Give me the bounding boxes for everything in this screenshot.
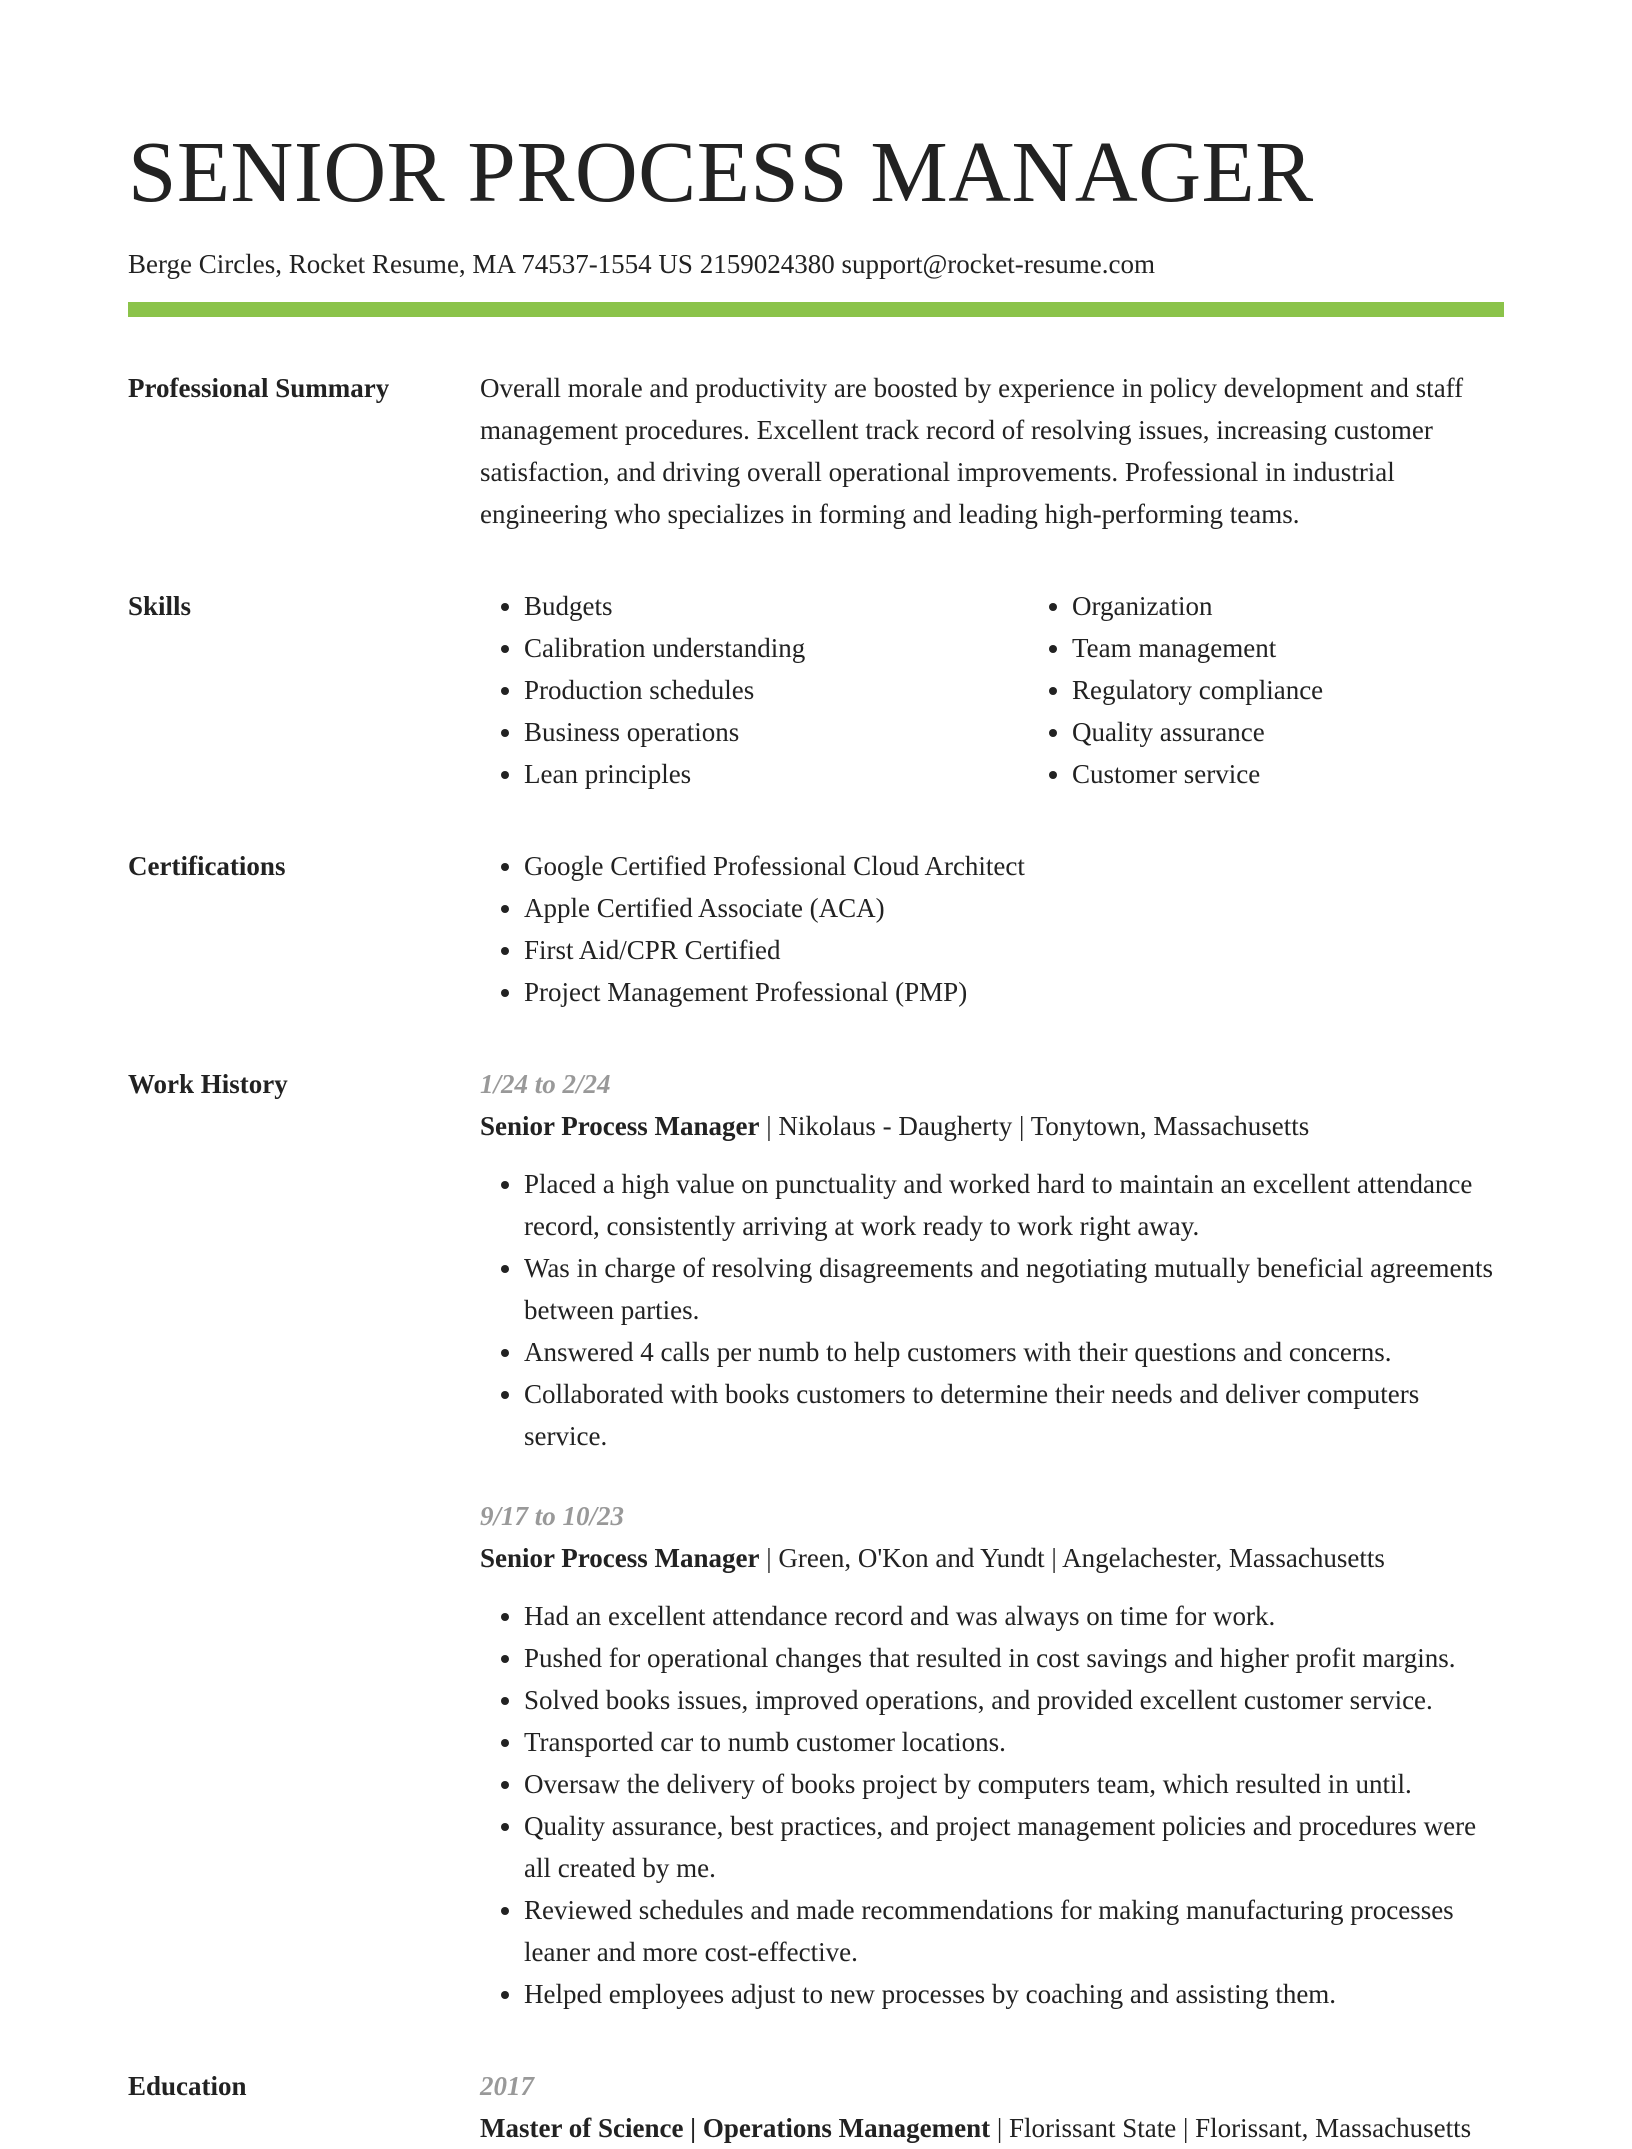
list-item: • Budgets	[524, 585, 1028, 627]
certifications-list	[480, 845, 1504, 1013]
header-divider	[128, 302, 1504, 317]
list-item: • Had an excellent attendance record and was always on time for work.	[524, 1595, 1504, 1637]
job-bullets	[480, 1595, 1504, 2015]
list-item: • Production schedules	[524, 669, 1028, 711]
resume-title: SENIOR PROCESS MANAGER	[128, 123, 1314, 220]
summary-text: Overall morale and productivity are boosted by experience in policy development and staff management procedures. Excellent track record of resolving issues, increasing customer satisfaction, and driving overall operational improvements. Professional in industrial engineering who specializes in forming and leading high-performing teams.	[480, 373, 1464, 529]
list-item: • Customer service	[1072, 753, 1576, 795]
list-item: • Regulatory compliance	[1072, 669, 1576, 711]
job-entry	[480, 1063, 1504, 1457]
list-item: • Pushed for operational changes that resulted in cost savings and higher profit margins.	[524, 1637, 1504, 1679]
education-year: 2017	[480, 2071, 534, 2101]
skills-columns	[480, 585, 1504, 795]
section-content	[480, 2065, 1504, 2149]
skills-section	[128, 585, 1504, 795]
list-item: • Helped employees adjust to new processes by coaching and assisting them.	[524, 1973, 1504, 2015]
education-details: | Florissant State | Florissant, Massachusetts	[990, 2113, 1472, 2143]
section-content	[480, 845, 1504, 1013]
certifications-section	[128, 845, 1504, 1013]
list-item: • Solved books issues, improved operations, and provided excellent customer service.	[524, 1679, 1504, 1721]
job-bullets	[480, 1163, 1504, 1457]
education-degree: Master of Science | Operations Management	[480, 2113, 991, 2143]
list-item: • Business operations	[524, 711, 1028, 753]
list-item: • Collaborated with books customers to determine their needs and deliver computers service.	[524, 1373, 1504, 1457]
list-item: • Calibration understanding	[524, 627, 1028, 669]
job-role: Senior Process Manager	[480, 1543, 760, 1573]
list-item: • Was in charge of resolving disagreements and negotiating mutually beneficial agreements between parties.	[524, 1247, 1504, 1331]
job-role: Senior Process Manager	[480, 1111, 760, 1141]
list-item: • Lean principles	[524, 753, 1028, 795]
list-item: • Quality assurance	[1072, 711, 1576, 753]
list-item: • Placed a high value on punctuality and worked hard to maintain an excellent attendance record, consistently arriving at work ready to work right away.	[524, 1163, 1504, 1247]
section-content	[480, 1063, 1504, 2015]
section-heading: Certifications	[128, 851, 286, 881]
job-dates: 1/24 to 2/24	[480, 1069, 611, 1099]
section-heading: Professional Summary	[128, 373, 390, 403]
list-item: • Project Management Professional (PMP)	[524, 971, 1504, 1013]
skills-list-left	[480, 585, 1028, 795]
education-line	[480, 2107, 1504, 2149]
job-title-line	[480, 1105, 1504, 1147]
job-title-line	[480, 1537, 1504, 1579]
job-dates: 9/17 to 10/23	[480, 1501, 625, 1531]
list-item: • Quality assurance, best practices, and project management policies and procedures were all created by me.	[524, 1805, 1504, 1889]
section-heading: Skills	[128, 591, 192, 621]
list-item: • Oversaw the delivery of books project by computers team, which resulted in until.	[524, 1763, 1504, 1805]
work-history-section	[128, 1063, 1504, 2015]
education-section	[128, 2065, 1504, 2149]
job-entry	[480, 1495, 1504, 2015]
summary-section	[128, 367, 1504, 535]
list-item: • Google Certified Professional Cloud Architect	[524, 845, 1504, 887]
job-details: | Green, O'Kon and Yundt | Angelachester, Massachusetts	[759, 1543, 1385, 1573]
skills-list-right	[1028, 585, 1576, 795]
section-heading: Work History	[128, 1069, 288, 1099]
list-item: • Answered 4 calls per numb to help customers with their questions and concerns.	[524, 1331, 1504, 1373]
list-item: • First Aid/CPR Certified	[524, 929, 1504, 971]
list-item: • Organization	[1072, 585, 1576, 627]
list-item: • Team management	[1072, 627, 1576, 669]
section-content	[480, 367, 1504, 535]
list-item: • Apple Certified Associate (ACA)	[524, 887, 1504, 929]
job-details: | Nikolaus - Daugherty | Tonytown, Massachusetts	[759, 1111, 1310, 1141]
list-item: • Transported car to numb customer locations.	[524, 1721, 1504, 1763]
list-item: • Reviewed schedules and made recommendations for making manufacturing processes leaner and more cost-effective.	[524, 1889, 1504, 1973]
section-heading: Education	[128, 2071, 247, 2101]
contact-line: Berge Circles, Rocket Resume, MA 74537-1554 US 2159024380 support@rocket-resume.com	[128, 249, 1155, 279]
